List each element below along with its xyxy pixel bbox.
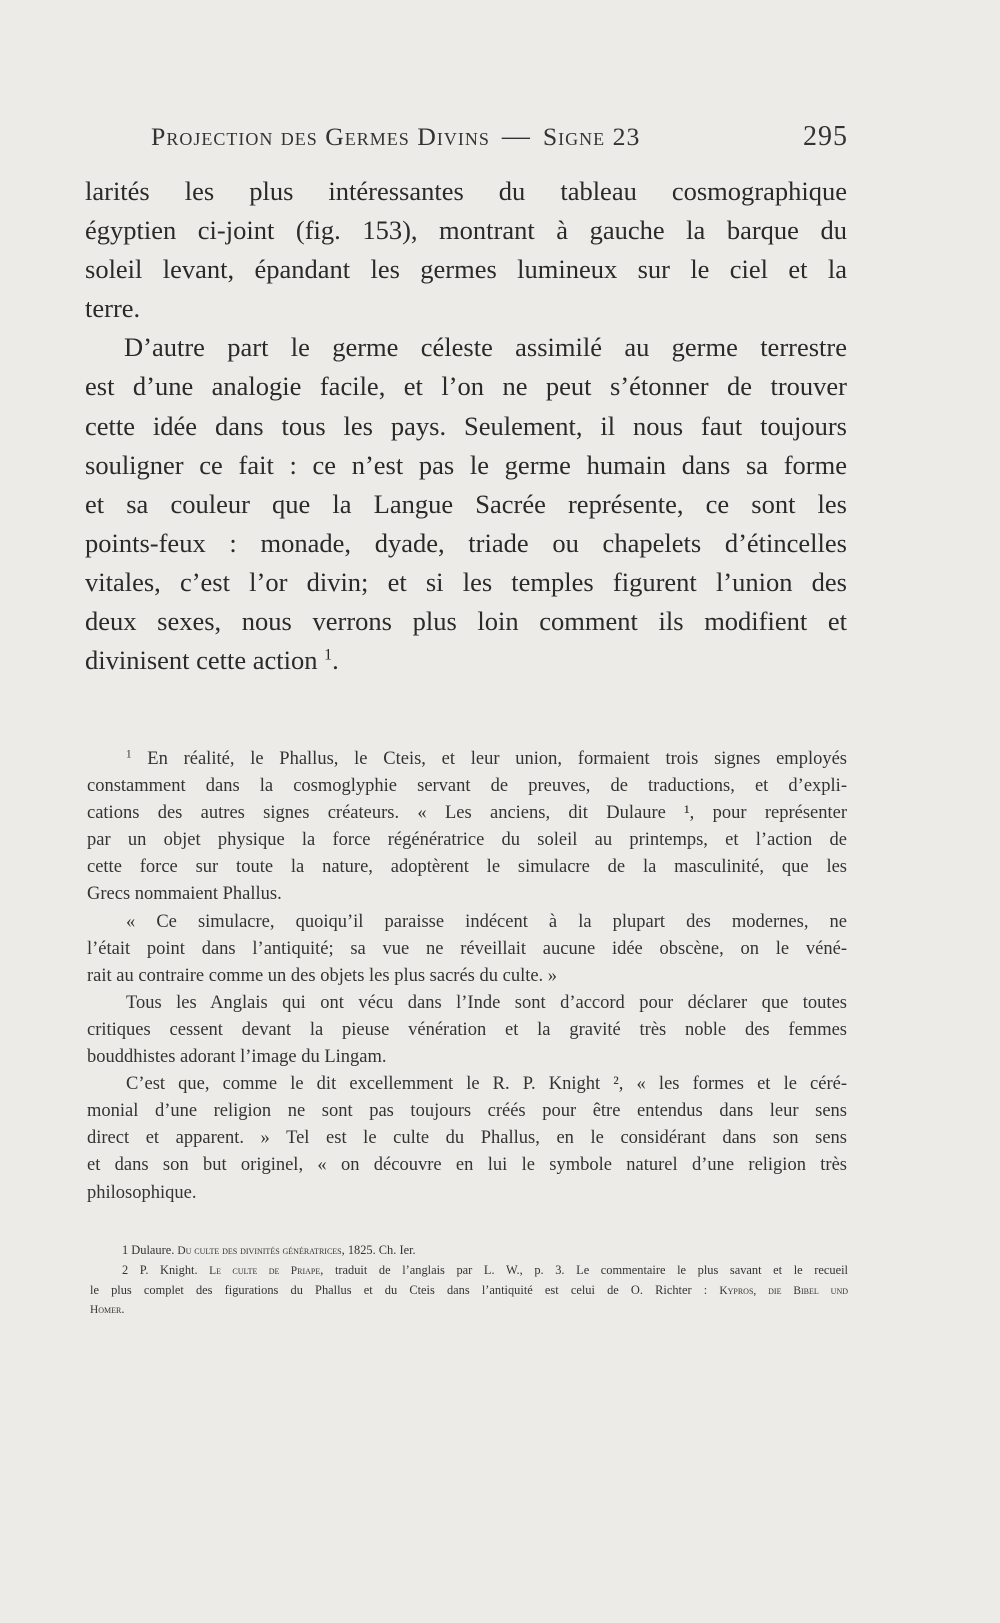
note-line: monial d’une religion ne sont pas toujours créés pour être entendus dans leur sens [87,1101,847,1122]
page-number: 295 [803,121,848,152]
note-line: « Ce simulacre, quoiqu’il paraisse indécent à la plupart des modernes, ne [126,911,847,932]
note-line: constamment dans la cosmoglyphie servant de preuves, de traductions, et d’expli- [87,776,847,797]
footnote-1 [87,746,847,909]
note-line: Grecs nommaient Phallus. [87,884,282,905]
header-title: Projection des Germes Divins [151,122,490,151]
ref-title: Kypros, die Bibel und [719,1284,848,1297]
text-line: D’autre part le germe céleste assimilé au germe terrestre [124,332,847,363]
reference-2-line-3 [90,1300,848,1320]
note-line: critiques cessent devant la pieuse vénération et la gravité très noble des femmes [87,1019,847,1040]
note-line: rait au contraire comme un des objets les plus sacrés du culte. » [87,965,558,986]
footnote-marker: 1 [324,646,333,664]
text-line [85,641,847,680]
paragraph-1 [85,172,847,328]
note-line: C’est que, comme le dit excellemment le R. P. Knight ², « les formes et le céré- [126,1074,847,1095]
ref-title: Du culte des divinités génératrices [177,1245,342,1257]
note-line [87,746,847,773]
ref-author: P. Knight. [128,1262,210,1277]
text-fragment: En réalité, le Phallus, le Cteis, et leur union, formaient trois signes employés [131,749,847,769]
text-line: cette idée dans tous les pays. Seulement, il nous faut toujours [85,410,847,441]
text-fragment: divinisent cette action [85,645,318,676]
running-header [151,121,848,153]
footnote-paragraph-2 [87,909,847,990]
text-line: larités les plus intéressantes du tableau cosmographique [85,176,847,206]
text-line: et sa couleur que la Langue Sacrée représente, ce sont les [85,488,847,519]
text-line: deux sexes, nous verrons plus loin comment ils modifient et [85,606,847,637]
reference-2 [90,1261,848,1281]
footnote-marker: 1 [126,748,132,761]
note-line: bouddhistes adorant l’image du Lingam. [87,1047,387,1068]
footnote-paragraph-3 [87,990,847,1071]
note-line: et dans son but originel, « on découvre en lui le symbole naturel d’une religion très [87,1155,847,1176]
ref-details: . [121,1302,125,1317]
note-line: direct et apparent. » Tel est le culte du Phallus, en le considérant dans son sens [87,1128,847,1149]
header-sign: Signe 23 [542,122,641,151]
paragraph-2 [85,328,847,680]
references-block [90,1241,848,1320]
note-line: philosophique. [87,1182,197,1203]
ref-details: , traduit de l’anglais par L. W., p. 3. Le commentaire le plus savant et le recueil [320,1262,848,1277]
note-line: par un objet physique la force régénératrice du soleil au printemps, et l’action de [87,830,847,851]
text-line: est d’une analogie facile, et l’on ne peut s’étonner de trouver [85,371,847,402]
note-line: cette force sur toute la nature, adoptèrent le simulacre de la masculinité, que les [87,857,847,878]
footnote-paragraph-4 [87,1071,847,1206]
footnote-block [87,746,847,1207]
note-line: cations des autres signes créateurs. « Les anciens, dit Dulaure ¹, pour représenter [87,803,847,824]
text-line: égyptien ci-joint (fig. 153), montrant à gauche la barque du [85,215,847,246]
ref-author: Dulaure. [128,1243,178,1257]
text-line: soleil levant, épandant les germes lumineux sur le ciel et la [85,254,847,285]
text-line: terre. [85,293,141,324]
main-text [85,172,847,680]
ref-details: le plus complet des figurations du Phallus et du Cteis dans l’antiquité est celui de O. Richter : [90,1282,720,1297]
note-line: l’était point dans l’antiquité; sa vue ne réveillait aucune idée obscène, on le véné- [87,938,847,959]
text-line: souligner ce fait : ce n’est pas le germe humain dans sa forme [85,449,847,480]
ref-title: Le culte de Priape [209,1264,321,1277]
text-line: vitales, c’est l’or divin; et si les temples figurent l’union des [85,566,847,597]
header-dash: — [501,121,531,152]
note-line: Tous les Anglais qui ont vécu dans l’Inde sont d’accord pour déclarer que toutes [126,992,847,1013]
ref-title: Homer [90,1304,122,1317]
reference-1 [90,1241,848,1261]
text-line: points-feux : monade, dyade, triade ou chapelets d’étincelles [85,527,847,558]
ref-details: , 1825. Ch. Ier. [341,1243,416,1257]
ref-number: 2 [122,1262,129,1277]
text-fragment: . [332,645,339,676]
reference-2-line-2 [90,1281,848,1301]
ref-number: 1 [122,1243,129,1257]
